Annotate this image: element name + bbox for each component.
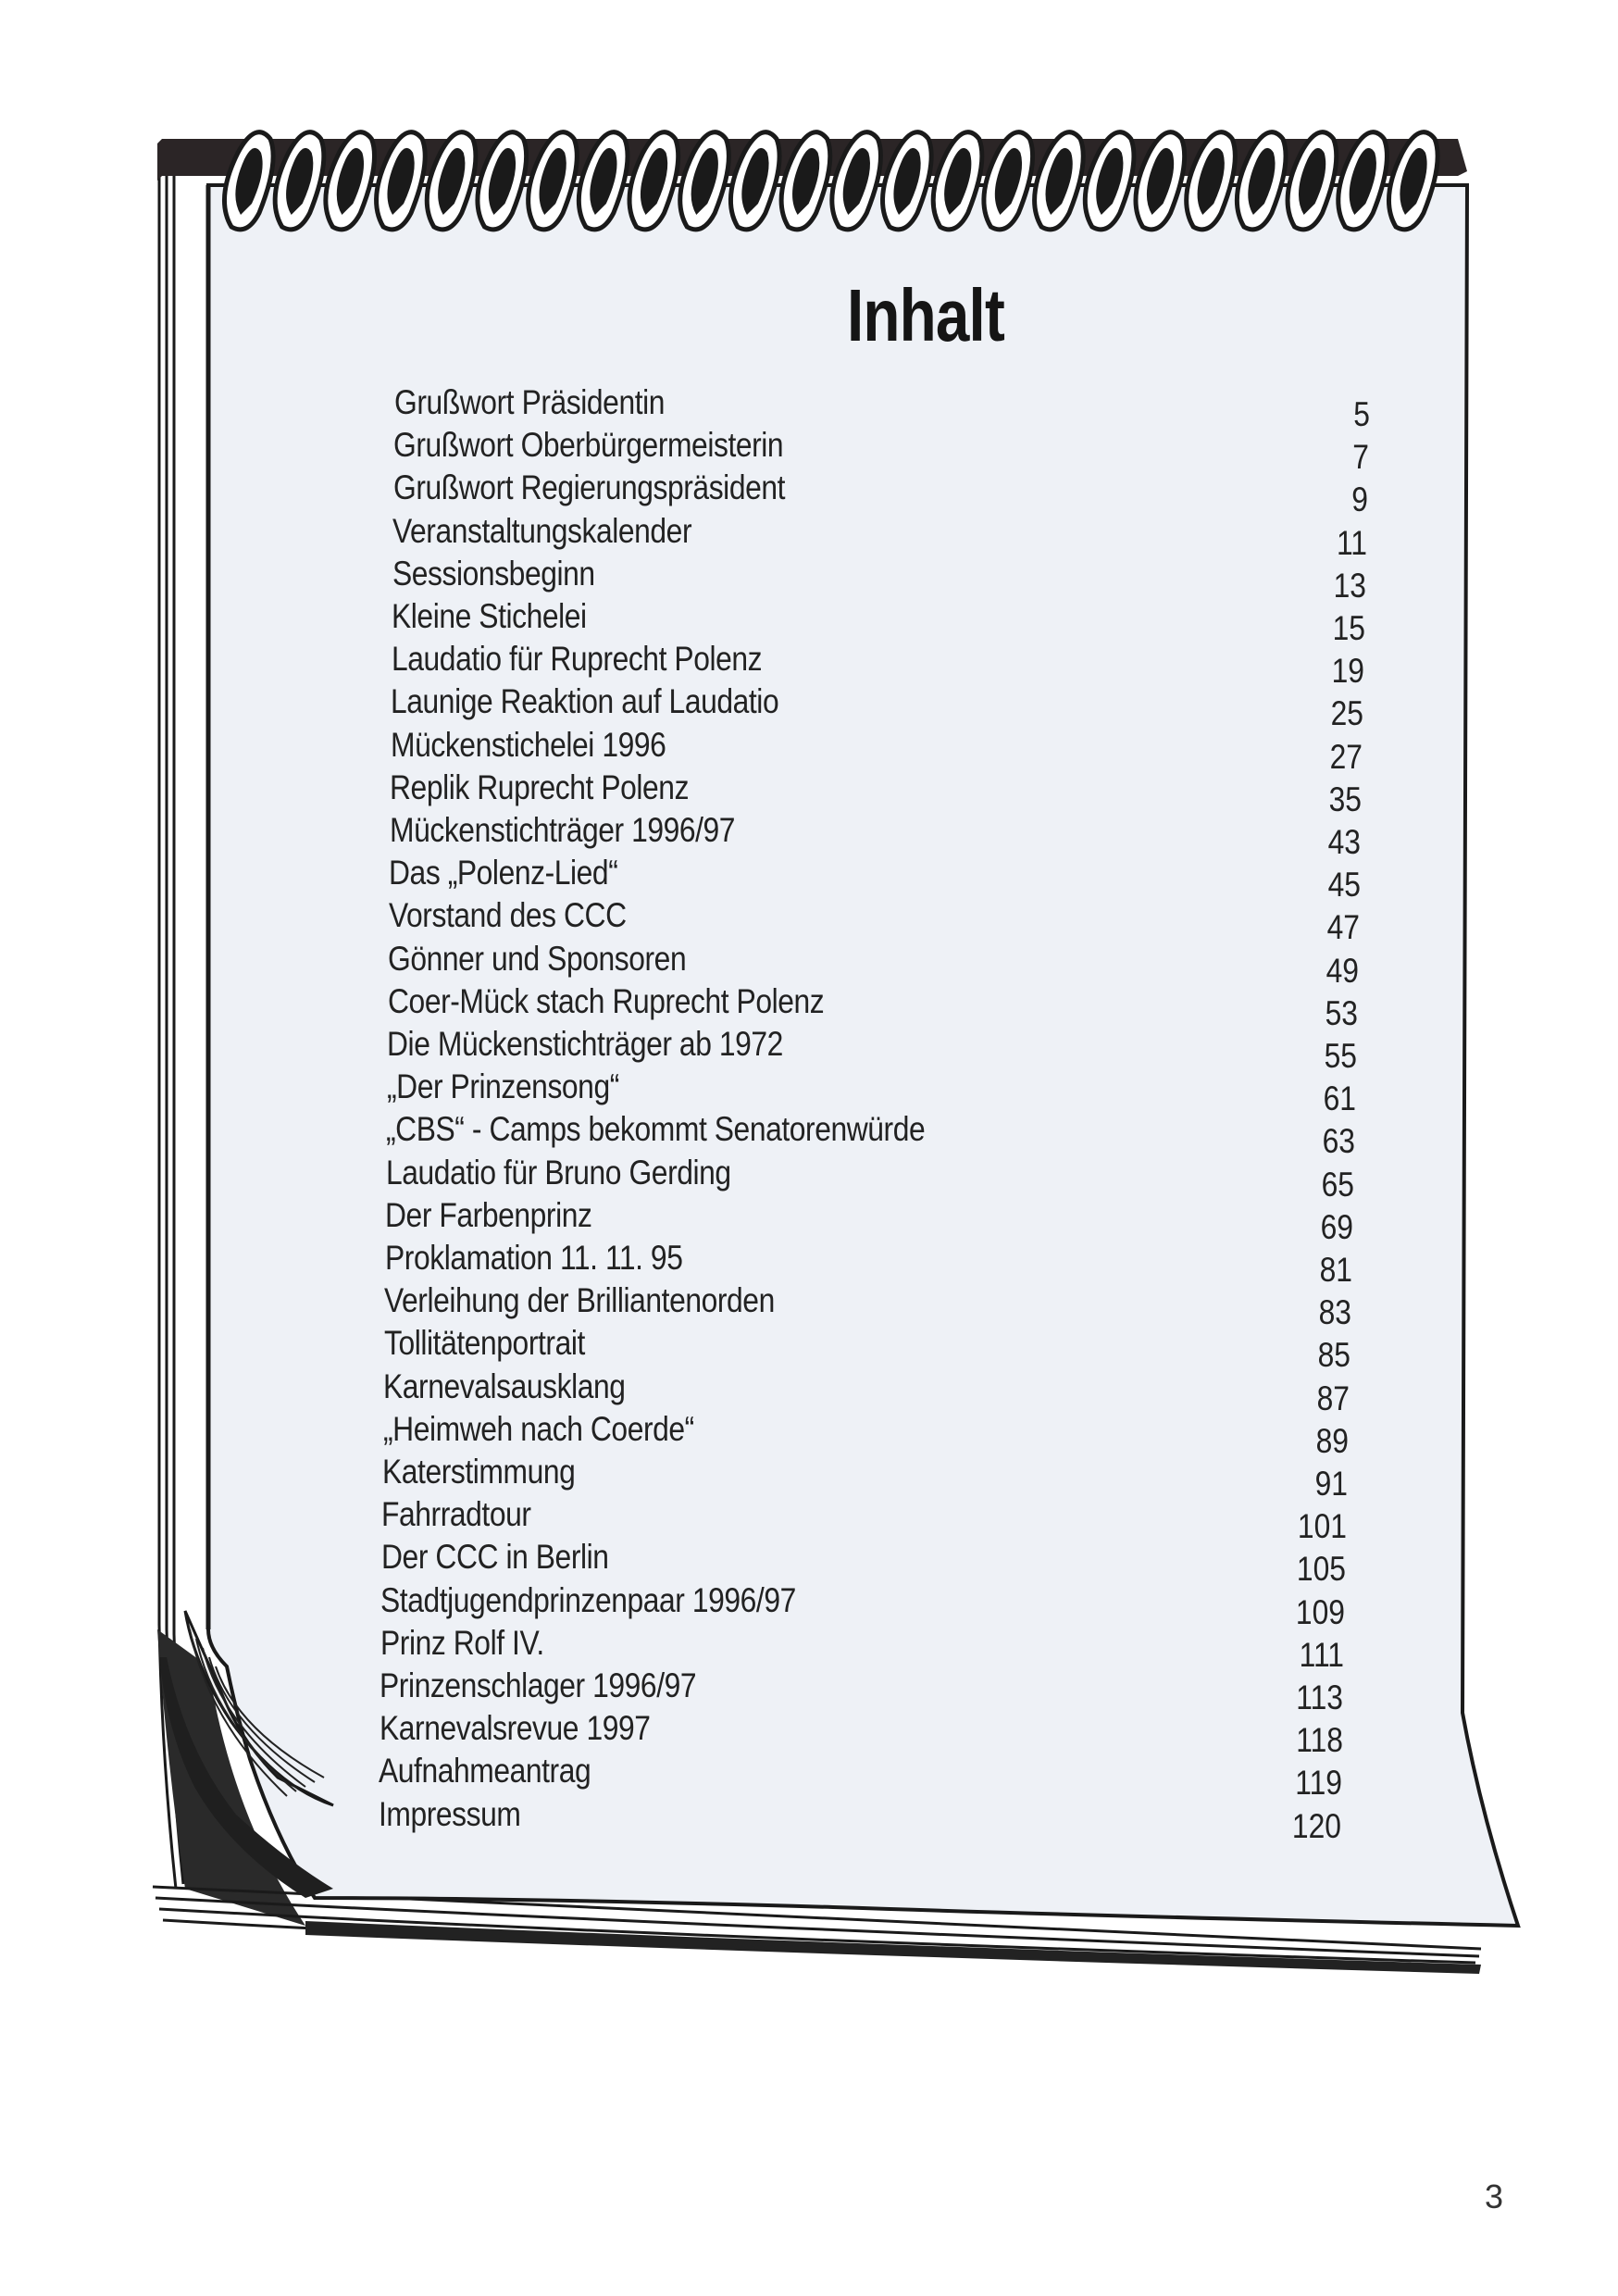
toc-entry-title: Stadtjugendprinzenpaar 1996/97 <box>380 1580 797 1619</box>
toc-entry-title: Die Mückenstichträger ab 1972 <box>387 1025 784 1063</box>
toc-entry-page: 11 <box>1337 523 1368 562</box>
toc-entry-page: 7 <box>1352 438 1370 477</box>
toc-entry-page: 25 <box>1330 694 1364 733</box>
toc-entry-page: 61 <box>1323 1079 1356 1118</box>
toc-entry-title: Proklamation 11. 11. 95 <box>384 1239 683 1277</box>
toc-entry-page: 111 <box>1300 1635 1345 1674</box>
toc-entry-page: 47 <box>1326 908 1360 947</box>
toc-entry-title: Das „Polenz-Lied“ <box>389 854 618 892</box>
toc-entry-title: Verleihung der Brilliantenorden <box>384 1281 775 1320</box>
toc-entry-page: 53 <box>1325 993 1358 1032</box>
toc-entry-title: Grußwort Präsidentin <box>394 383 666 421</box>
toc-entry-page: 49 <box>1326 951 1359 990</box>
toc-entry-title: Prinzenschlager 1996/97 <box>380 1666 697 1704</box>
toc-entry-title: Vorstand des CCC <box>388 896 627 935</box>
toc-entry-title: Laudatio für Bruno Gerding <box>385 1153 731 1192</box>
toc-entry-page: 13 <box>1333 566 1367 605</box>
toc-entry-page: 101 <box>1298 1507 1348 1546</box>
toc-entry-title: Prinz Rolf IV. <box>380 1623 544 1662</box>
toc-entry-title: Grußwort Oberbürgermeisterin <box>393 426 784 465</box>
toc-entry-title: Coer-Mück stach Ruprecht Polenz <box>387 981 824 1020</box>
toc-entry-page: 85 <box>1317 1336 1351 1375</box>
toc-entry-page: 113 <box>1296 1678 1344 1716</box>
toc-entry-title: Karnevalsausklang <box>383 1366 626 1405</box>
toc-entry-title: Laudatio für Ruprecht Polenz <box>391 640 762 679</box>
toc-entry-page: 5 <box>1353 395 1370 433</box>
toc-entry-page: 15 <box>1332 609 1366 647</box>
toc-entry-page: 109 <box>1296 1592 1346 1631</box>
page-stack-left <box>159 148 191 1889</box>
toc-entry-page: 43 <box>1328 823 1362 861</box>
toc-entry-title: Fahrradtour <box>381 1495 531 1534</box>
toc-entry-title: Katerstimmung <box>382 1453 576 1491</box>
toc-entry-page: 81 <box>1319 1251 1352 1289</box>
page-number: 3 <box>1485 2177 1504 2215</box>
toc-entry-title: Launige Reaktion auf Laudatio <box>391 682 779 721</box>
page-stack-bottom-dark <box>305 1921 1481 1974</box>
toc-entry-page: 35 <box>1329 780 1363 818</box>
toc-entry-title: Grußwort Regierungspräsident <box>392 468 785 507</box>
toc-entry-title: Sessionsbeginn <box>392 554 595 593</box>
front-page <box>208 185 1518 1926</box>
toc-entry-page: 9 <box>1351 480 1369 519</box>
toc-entry-page: 118 <box>1295 1721 1343 1760</box>
toc-entry-title: „Der Prinzensong“ <box>386 1067 619 1106</box>
toc-entry-page: 120 <box>1291 1806 1341 1845</box>
toc-entry-page: 91 <box>1314 1465 1349 1503</box>
toc-entry-page: 63 <box>1322 1122 1355 1161</box>
toc-entry-title: „CBS“ - Camps bekommt Senatorenwürde <box>386 1110 926 1149</box>
toc-entry-page: 119 <box>1294 1764 1342 1803</box>
toc-entry-page: 27 <box>1329 737 1363 776</box>
toc-entry-page: 19 <box>1331 652 1365 691</box>
toc-entry-title: „Heimweh nach Coerde“ <box>382 1409 694 1448</box>
toc-entry-title: Tollitätenportrait <box>383 1324 585 1363</box>
toc-entry-page: 69 <box>1320 1207 1353 1246</box>
toc-entry-title: Der CCC in Berlin <box>380 1538 609 1577</box>
toc-entry-title: Der Farbenprinz <box>385 1195 592 1234</box>
toc-entry-page: 45 <box>1327 866 1361 905</box>
toc-entry-title: Mückenstichelei 1996 <box>390 725 666 764</box>
toc-heading: Inhalt <box>846 274 1004 356</box>
toc-entry-title: Gönner und Sponsoren <box>388 939 687 978</box>
toc-entry-title: Kleine Stichelei <box>392 597 588 635</box>
toc-entry-page: 87 <box>1316 1379 1350 1417</box>
toc-entry-page: 65 <box>1321 1165 1354 1204</box>
toc-entry-title: Mückenstichträger 1996/97 <box>389 811 735 849</box>
toc-entry-page: 83 <box>1318 1293 1352 1332</box>
toc-entry-title: Aufnahmeantrag <box>379 1752 591 1791</box>
toc-entry-title: Replik Ruprecht Polenz <box>390 767 690 806</box>
toc-entry-page: 89 <box>1315 1421 1350 1460</box>
toc-entry-page: 105 <box>1297 1550 1347 1589</box>
toc-entry-title: Karnevalsrevue 1997 <box>379 1709 651 1748</box>
toc-entry-title: Veranstaltungskalender <box>392 511 692 550</box>
toc-entry-page: 55 <box>1324 1037 1357 1075</box>
toc-entry-title: Impressum <box>378 1794 521 1833</box>
